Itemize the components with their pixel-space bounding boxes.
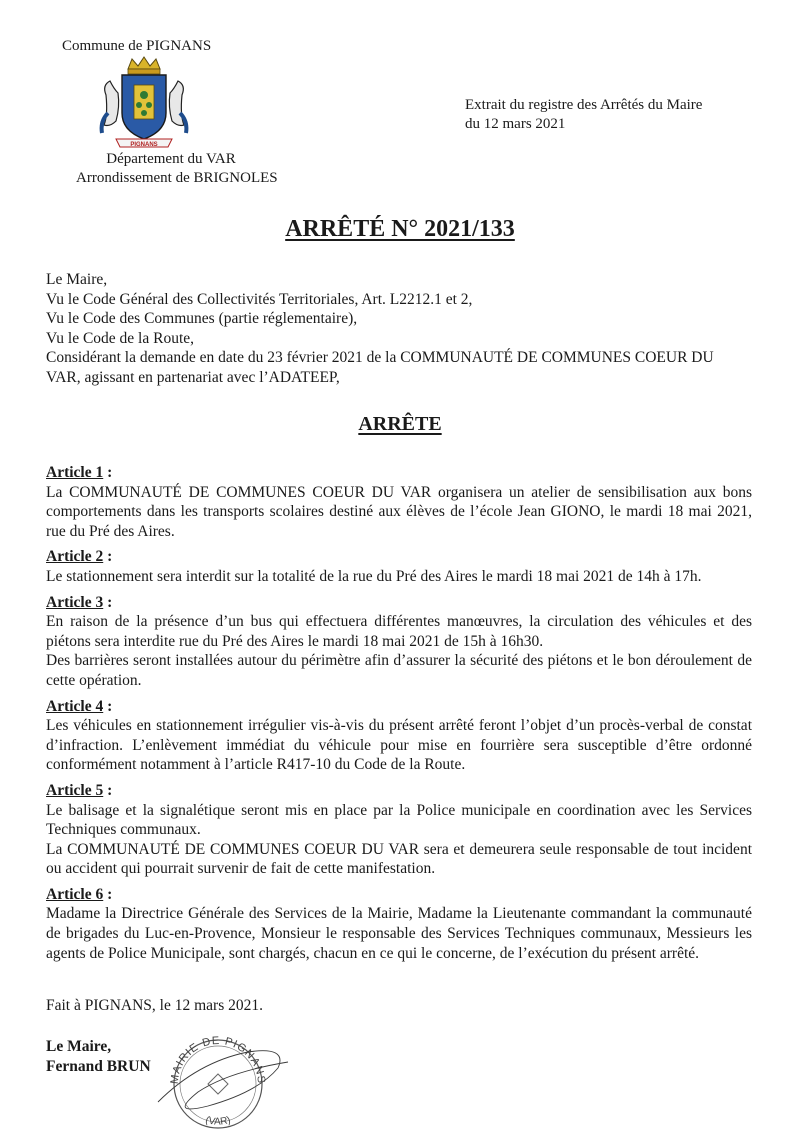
svg-text:MAIRIE DE PIGNANS: [169, 1035, 267, 1085]
preamble-line: Vu le Code Général des Collectivités Territoriales, Art. L2212.1 et 2,: [46, 290, 473, 308]
document-title: ARRÊTÉ N° 2021/133: [285, 216, 515, 242]
preamble-line: Le Maire,: [46, 271, 108, 288]
preamble: [46, 270, 756, 388]
signer-role: Le Maire,: [46, 1038, 112, 1055]
done-at-line: Fait à PIGNANS, le 12 mars 2021.: [46, 997, 263, 1014]
register-extract: [465, 96, 702, 134]
article-5: Article 5 : Le balisage et la signalétique seront mis en place par la Police municipale en coordination avec les Services Techniques communaux. La COMMUNAUTÉ DE COMMUNES COEUR DU VAR sera et demeurera seule responsable de tout incident ou accident qui pourrait survenir de fait de cette manifestation.: [46, 781, 752, 878]
preamble-line: VAR, agissant en partenariat avec l’ADATEEP,: [46, 368, 340, 386]
article-paragraph: Madame la Directrice Générale des Services de la Mairie, Madame la Lieutenante commandant la communauté de brigades du Luc-en-Provence, Monsieur le responsable des Services Techniques communaux, Messieurs les agents de Police Municipale, sont chargés, chacun en ce qui le concerne, de l’exécution du présent arrêté.: [46, 905, 752, 962]
article-4: Article 4 : Les véhicules en stationnement irrégulier vis-à-vis du présent arrêté feront l’objet d’un procès-verbal de constat d’infraction. L’enlèvement immédiat du véhicule pour mise en fourrière sera susceptible d’être ordonné conformément notamment à l’article R417-10 du Code de la Route.: [46, 697, 752, 774]
article-heading: Article 1: [46, 464, 104, 481]
article-heading: Article 6: [46, 885, 104, 903]
preamble-line: Vu le Code de la Route,: [46, 329, 195, 347]
decision-heading: ARRÊTE: [358, 413, 442, 435]
arrondissement-name: Arrondissement de BRIGNOLES: [76, 170, 278, 186]
signature-block: [46, 1037, 151, 1077]
department-block: [76, 150, 278, 188]
article-paragraph: La COMMUNAUTÉ DE COMMUNES COEUR DU VAR organisera un atelier de sensibilisation aux bons comportements dans les transports scolaires destiné aux élèves de l’école Jean GIONO, le mardi 18 mai 2021, rue du Pré des Aires.: [46, 483, 752, 540]
signer-name: Fernand BRUN: [46, 1058, 151, 1075]
articles: [46, 463, 752, 969]
coat-of-arms-logo: [92, 55, 196, 150]
register-extract-date: du 12 mars 2021: [465, 116, 566, 132]
article-heading: Article 3: [46, 593, 104, 611]
stamp-text: MAIRIE DE PIGNANS: [168, 1034, 268, 1085]
article-paragraph: Le balisage et la signalétique seront mis en place par la Police municipale en coordination avec les Services Techniques communaux.: [46, 801, 752, 839]
register-extract-line1: Extrait du registre des Arrêtés du Maire: [465, 97, 703, 113]
department-name: Département du VAR: [106, 151, 236, 167]
article-heading: Article 2: [46, 548, 104, 566]
article-6: Article 6 : Madame la Directrice Générale des Services de la Mairie, Madame la Lieutenante commandant la communauté de brigades du Luc-en-Provence, Monsieur le responsable des Services Techniques communaux, Messieurs les agents de Police Municipale, sont chargés, chacun en ce qui le concerne, de l’exécution du présent arrêté.: [46, 885, 752, 962]
article-heading: Article 4: [46, 697, 104, 715]
preamble-line: Vu le Code des Communes (partie réglementaire),: [46, 310, 358, 328]
article-heading: Article 5: [46, 781, 104, 799]
commune-name: Commune de PIGNANS: [62, 38, 212, 54]
article-paragraph: Le stationnement sera interdit sur la totalité de la rue du Pré des Aires le mardi 18 mai 2021 de 14h à 17h.: [46, 567, 702, 585]
stamp-subtext: (VAR): [204, 1114, 232, 1128]
svg-text:(VAR): [204, 1115, 232, 1128]
crest-banner-text: PIGNANS: [130, 142, 158, 148]
preamble-line: Considérant la demande en date du 23 février 2021 de la COMMUNAUTÉ DE COMMUNES COEUR DU: [46, 349, 714, 367]
article-paragraph: Les véhicules en stationnement irrégulier vis-à-vis du présent arrêté feront l’objet d’un procès-verbal de constat d’infraction. L’enlèvement immédiat du véhicule pour mise en fourrière sera susceptible d’être ordonné conformément notamment à l’article R417-10 du Code de la Route.: [46, 717, 752, 774]
article-2: Article 2 : Le stationnement sera interdit sur la totalité de la rue du Pré des Aires le mardi 18 mai 2021 de 14h à 17h.: [46, 547, 752, 586]
article-3: Article 3 : En raison de la présence d’un bus qui effectuera différentes manœuvres, la circulation des véhicules et des piétons sera interdite rue du Pré des Aires le mardi 18 mai 2021 de 15h à 16h30. Des barrières seront installées autour du périmètre afin d’assurer la sécurité des piétons et le bon déroulement de cette opération.: [46, 593, 752, 689]
article-paragraph: Des barrières seront installées autour du périmètre afin d’assurer la sécurité des piétons et le bon déroulement de cette opération.: [46, 652, 752, 689]
article-1: Article 1 : La COMMUNAUTÉ DE COMMUNES COEUR DU VAR organisera un atelier de sensibilisation aux bons comportements dans les transports scolaires destiné aux élèves de l’école Jean GIONO, le mardi 18 mai 2021, rue du Pré des Aires.: [46, 464, 752, 540]
mairie-stamp-icon: [138, 1022, 298, 1132]
article-paragraph: La COMMUNAUTÉ DE COMMUNES COEUR DU VAR sera et demeurera seule responsable de tout incident ou accident qui pourrait survenir de fait de cette manifestation.: [46, 840, 752, 878]
article-paragraph: En raison de la présence d’un bus qui effectuera différentes manœuvres, la circulation des véhicules et des piétons sera interdite rue du Pré des Aires le mardi 18 mai 2021 de 15h à 16h30.: [46, 613, 752, 650]
